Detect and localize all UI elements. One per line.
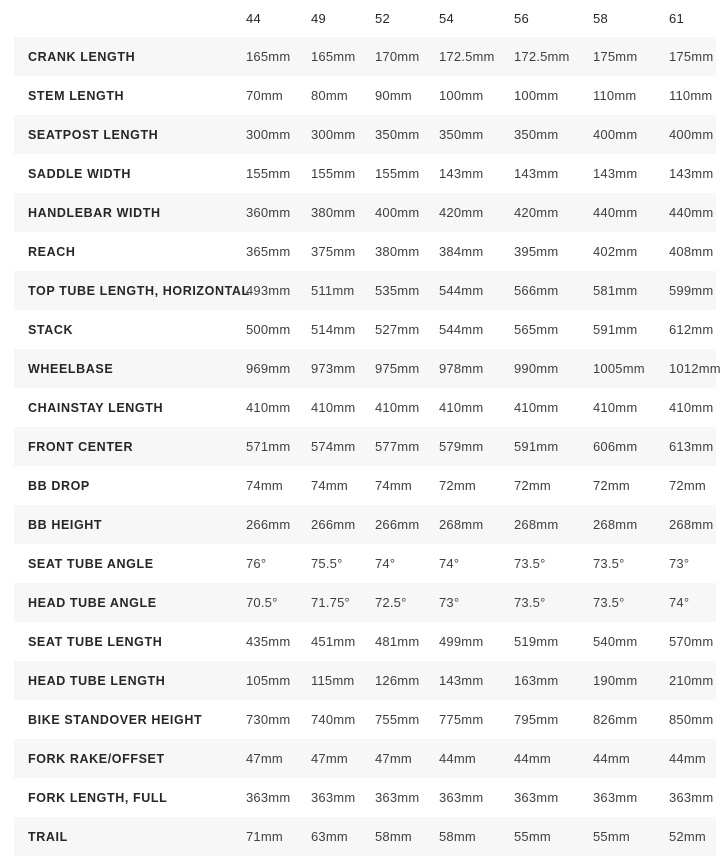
spec-label: HEAD TUBE ANGLE <box>28 595 157 610</box>
spec-value: 110mm <box>593 88 637 103</box>
spec-value: 155mm <box>311 166 356 181</box>
spec-value: 266mm <box>246 517 291 532</box>
spec-value: 52mm <box>669 829 706 844</box>
spec-value: 410mm <box>669 400 714 415</box>
spec-value: 100mm <box>439 88 484 103</box>
spec-value: 408mm <box>669 244 714 259</box>
spec-value: 440mm <box>593 205 638 220</box>
spec-row <box>14 154 716 193</box>
spec-value: 105mm <box>246 673 291 688</box>
spec-value: 740mm <box>311 712 356 727</box>
spec-value: 55mm <box>514 829 551 844</box>
spec-label: CHAINSTAY LENGTH <box>28 400 164 415</box>
spec-value: 360mm <box>246 205 291 220</box>
spec-value: 74mm <box>375 478 412 493</box>
spec-value: 565mm <box>514 322 559 337</box>
spec-value: 143mm <box>439 673 484 688</box>
spec-value: 126mm <box>375 673 420 688</box>
spec-value: 395mm <box>514 244 559 259</box>
spec-value: 350mm <box>375 127 420 142</box>
spec-value: 268mm <box>593 517 638 532</box>
spec-row <box>14 544 716 583</box>
spec-value: 363mm <box>246 790 291 805</box>
spec-row <box>14 661 716 700</box>
spec-label: CRANK LENGTH <box>28 49 136 64</box>
spec-value: 363mm <box>375 790 420 805</box>
spec-row <box>14 778 716 817</box>
spec-value: 44mm <box>514 751 551 766</box>
spec-value: 612mm <box>669 322 714 337</box>
spec-value: 268mm <box>514 517 559 532</box>
spec-value: 363mm <box>311 790 356 805</box>
size-column-header: 44 <box>246 11 262 26</box>
spec-value: 571mm <box>246 439 291 454</box>
spec-label: BB HEIGHT <box>28 517 103 532</box>
size-column-header: 52 <box>375 11 391 26</box>
size-column-header: 56 <box>514 11 530 26</box>
spec-label: FRONT CENTER <box>28 439 134 454</box>
spec-row <box>14 505 716 544</box>
spec-row <box>14 583 716 622</box>
spec-value: 47mm <box>311 751 348 766</box>
spec-value: 591mm <box>593 322 638 337</box>
spec-value: 410mm <box>246 400 291 415</box>
spec-row <box>14 817 716 856</box>
spec-row <box>14 193 716 232</box>
spec-rows-container <box>14 37 721 856</box>
spec-label: BIKE STANDOVER HEIGHT <box>28 712 203 727</box>
spec-value: 71mm <box>246 829 283 844</box>
spec-value: 978mm <box>439 361 484 376</box>
spec-value: 350mm <box>439 127 484 142</box>
spec-value: 363mm <box>669 790 714 805</box>
spec-value: 775mm <box>439 712 484 727</box>
spec-value: 100mm <box>514 88 559 103</box>
spec-value: 511mm <box>311 283 355 298</box>
spec-value: 190mm <box>593 673 638 688</box>
spec-value: 55mm <box>593 829 630 844</box>
spec-value: 540mm <box>593 634 638 649</box>
spec-value: 74° <box>439 556 460 571</box>
spec-value: 500mm <box>246 322 291 337</box>
spec-value: 350mm <box>514 127 559 142</box>
spec-label: TRAIL <box>28 829 68 844</box>
spec-value: 47mm <box>375 751 412 766</box>
spec-value: 268mm <box>439 517 484 532</box>
spec-value: 795mm <box>514 712 559 727</box>
spec-value: 90mm <box>375 88 412 103</box>
spec-value: 71.75° <box>311 595 350 610</box>
spec-value: 363mm <box>514 790 559 805</box>
spec-label: SEAT TUBE LENGTH <box>28 634 163 649</box>
size-column-header: 61 <box>669 11 685 26</box>
spec-row <box>14 271 716 310</box>
spec-value: 363mm <box>439 790 484 805</box>
spec-label: STEM LENGTH <box>28 88 125 103</box>
spec-value: 493mm <box>246 283 291 298</box>
spec-value: 410mm <box>593 400 638 415</box>
spec-value: 300mm <box>246 127 291 142</box>
spec-value: 440mm <box>669 205 714 220</box>
spec-row <box>14 232 716 271</box>
spec-value: 266mm <box>375 517 420 532</box>
spec-value: 579mm <box>439 439 484 454</box>
spec-value: 363mm <box>593 790 638 805</box>
spec-value: 73.5° <box>593 595 625 610</box>
spec-value: 566mm <box>514 283 559 298</box>
spec-value: 613mm <box>669 439 714 454</box>
spec-value: 170mm <box>375 49 420 64</box>
spec-value: 570mm <box>669 634 714 649</box>
spec-value: 155mm <box>375 166 420 181</box>
spec-value: 73° <box>669 556 690 571</box>
spec-value: 850mm <box>669 712 714 727</box>
spec-value: 80mm <box>311 88 348 103</box>
spec-value: 410mm <box>514 400 559 415</box>
spec-value: 110mm <box>669 88 713 103</box>
spec-value: 975mm <box>375 361 420 376</box>
spec-label: REACH <box>28 244 76 259</box>
size-column-header: 54 <box>439 11 455 26</box>
spec-row <box>14 427 716 466</box>
spec-value: 535mm <box>375 283 420 298</box>
spec-value: 73.5° <box>514 556 546 571</box>
size-column-header: 58 <box>593 11 609 26</box>
spec-value: 165mm <box>311 49 356 64</box>
spec-label: SEAT TUBE ANGLE <box>28 556 154 571</box>
spec-value: 420mm <box>439 205 484 220</box>
spec-value: 172.5mm <box>514 49 570 64</box>
spec-label: FORK LENGTH, FULL <box>28 790 168 805</box>
spec-value: 435mm <box>246 634 291 649</box>
spec-row <box>14 349 721 388</box>
spec-value: 973mm <box>311 361 356 376</box>
spec-value: 402mm <box>593 244 638 259</box>
spec-label: SEATPOST LENGTH <box>28 127 159 142</box>
spec-value: 72mm <box>593 478 630 493</box>
spec-value: 514mm <box>311 322 356 337</box>
spec-value: 74mm <box>246 478 283 493</box>
spec-value: 76° <box>246 556 267 571</box>
spec-value: 527mm <box>375 322 420 337</box>
spec-row <box>14 388 716 427</box>
spec-value: 581mm <box>593 283 638 298</box>
spec-value: 969mm <box>246 361 291 376</box>
spec-value: 143mm <box>593 166 638 181</box>
spec-row <box>14 37 716 76</box>
spec-value: 400mm <box>375 205 420 220</box>
spec-value: 266mm <box>311 517 356 532</box>
spec-value: 72mm <box>514 478 551 493</box>
spec-value: 58mm <box>375 829 412 844</box>
spec-value: 72mm <box>669 478 706 493</box>
spec-value: 375mm <box>311 244 356 259</box>
spec-row <box>14 115 716 154</box>
spec-value: 70.5° <box>246 595 278 610</box>
spec-value: 574mm <box>311 439 356 454</box>
spec-label: HANDLEBAR WIDTH <box>28 205 161 220</box>
spec-value: 143mm <box>669 166 714 181</box>
spec-value: 420mm <box>514 205 559 220</box>
spec-row <box>14 739 716 778</box>
spec-label: SADDLE WIDTH <box>28 166 132 181</box>
spec-value: 175mm <box>593 49 638 64</box>
spec-value: 990mm <box>514 361 559 376</box>
spec-value: 499mm <box>439 634 484 649</box>
spec-value: 172.5mm <box>439 49 495 64</box>
spec-value: 400mm <box>593 127 638 142</box>
spec-label: TOP TUBE LENGTH, HORIZONTAL <box>28 283 250 298</box>
spec-value: 451mm <box>311 634 356 649</box>
spec-value: 591mm <box>514 439 559 454</box>
spec-value: 44mm <box>669 751 706 766</box>
spec-value: 410mm <box>311 400 356 415</box>
spec-value: 606mm <box>593 439 638 454</box>
spec-value: 74mm <box>311 478 348 493</box>
spec-value: 384mm <box>439 244 484 259</box>
spec-value: 74° <box>669 595 690 610</box>
spec-value: 1005mm <box>593 361 645 376</box>
spec-value: 400mm <box>669 127 714 142</box>
spec-label: HEAD TUBE LENGTH <box>28 673 166 688</box>
spec-row <box>14 700 716 739</box>
spec-value: 44mm <box>593 751 630 766</box>
spec-value: 410mm <box>439 400 484 415</box>
spec-value: 300mm <box>311 127 356 142</box>
spec-value: 577mm <box>375 439 420 454</box>
spec-value: 74° <box>375 556 396 571</box>
spec-label: FORK RAKE/OFFSET <box>28 751 165 766</box>
spec-value: 155mm <box>246 166 291 181</box>
spec-value: 44mm <box>439 751 476 766</box>
spec-value: 599mm <box>669 283 714 298</box>
spec-value: 63mm <box>311 829 348 844</box>
spec-value: 143mm <box>439 166 484 181</box>
spec-value: 365mm <box>246 244 291 259</box>
spec-value: 165mm <box>246 49 291 64</box>
spec-value: 58mm <box>439 829 476 844</box>
spec-value: 1012mm <box>669 361 721 376</box>
spec-value: 73° <box>439 595 460 610</box>
spec-row <box>14 622 716 661</box>
spec-value: 72mm <box>439 478 476 493</box>
spec-value: 481mm <box>375 634 420 649</box>
spec-row <box>14 466 716 505</box>
spec-value: 70mm <box>246 88 283 103</box>
spec-row <box>14 310 716 349</box>
spec-value: 730mm <box>246 712 291 727</box>
spec-value: 143mm <box>514 166 559 181</box>
spec-value: 72.5° <box>375 595 407 610</box>
geometry-table <box>14 0 721 856</box>
spec-label: WHEELBASE <box>28 361 114 376</box>
spec-value: 73.5° <box>514 595 546 610</box>
spec-value: 410mm <box>375 400 420 415</box>
spec-value: 544mm <box>439 283 484 298</box>
size-column-header: 49 <box>311 11 327 26</box>
spec-value: 73.5° <box>593 556 625 571</box>
spec-value: 519mm <box>514 634 559 649</box>
spec-label: BB DROP <box>28 478 90 493</box>
spec-value: 380mm <box>375 244 420 259</box>
spec-value: 826mm <box>593 712 638 727</box>
spec-value: 75.5° <box>311 556 343 571</box>
spec-label: STACK <box>28 322 74 337</box>
spec-value: 115mm <box>311 673 355 688</box>
spec-value: 380mm <box>311 205 356 220</box>
spec-value: 755mm <box>375 712 420 727</box>
size-header-row <box>14 0 716 37</box>
spec-value: 268mm <box>669 517 714 532</box>
spec-value: 47mm <box>246 751 283 766</box>
spec-row <box>14 76 716 115</box>
spec-value: 163mm <box>514 673 559 688</box>
spec-value: 175mm <box>669 49 714 64</box>
spec-value: 544mm <box>439 322 484 337</box>
spec-value: 210mm <box>669 673 714 688</box>
